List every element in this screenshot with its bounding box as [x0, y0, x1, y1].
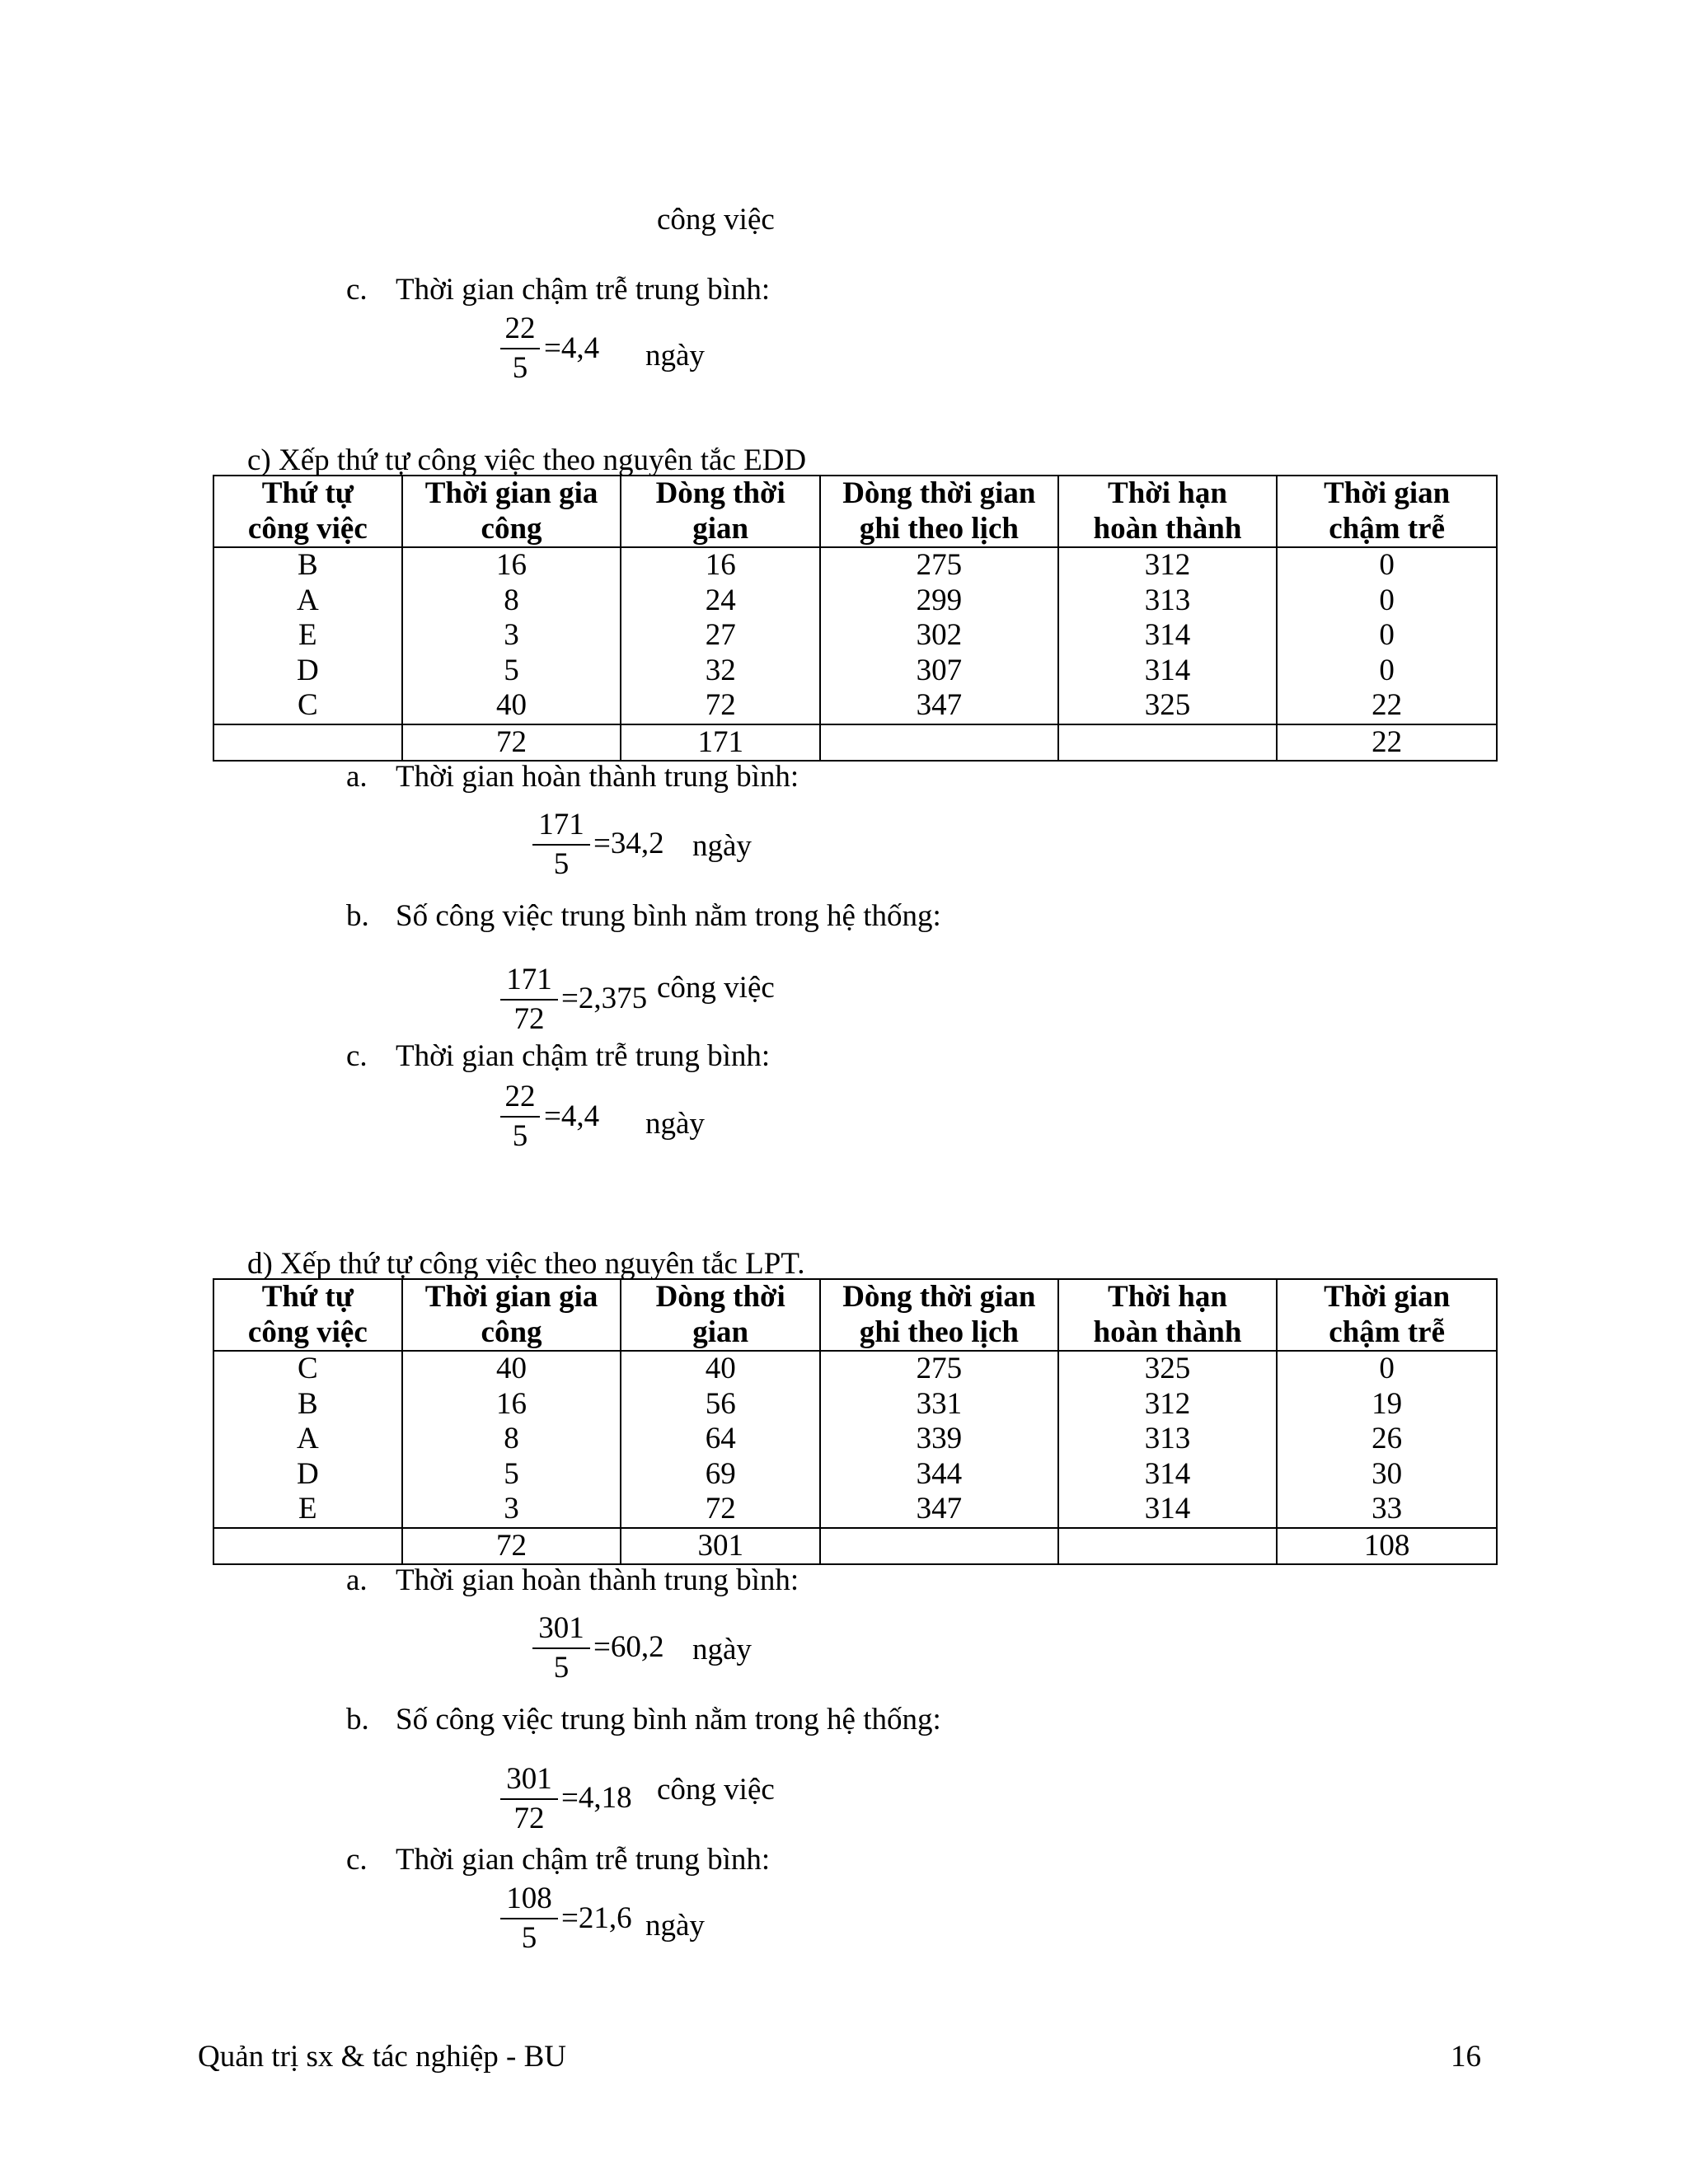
column-header-line: Thời gian	[1324, 476, 1451, 510]
table-cell: B	[213, 547, 402, 583]
table-cell: 26	[1277, 1422, 1497, 1457]
column-header-line: công	[481, 511, 542, 546]
column-header-line: hoàn thành	[1093, 1315, 1242, 1349]
column-header	[820, 476, 1058, 547]
column-header	[820, 1279, 1058, 1351]
table-cell: 0	[1277, 618, 1497, 654]
footer-title: Quản trị sx & tác nghiệp - BU	[198, 2040, 566, 2074]
table-cell: 347	[820, 688, 1058, 724]
table-row	[213, 618, 1497, 654]
table-cell: 347	[820, 1492, 1058, 1528]
table-row	[213, 1492, 1497, 1528]
denominator: 72	[513, 1002, 545, 1036]
section-heading-lpt: d) Xếp thứ tự công việc theo nguyên tắc LPT.	[247, 1247, 805, 1281]
item-text: Thời gian chậm trễ trung bình:	[396, 273, 771, 307]
table-cell: B	[213, 1387, 402, 1422]
item-label: c.	[346, 273, 368, 307]
column-header-line: ghi theo lịch	[859, 511, 1019, 546]
column-header-line: gian	[692, 511, 749, 546]
totals-row	[213, 1528, 1497, 1565]
column-header	[1277, 1279, 1497, 1351]
table-cell: 24	[621, 583, 820, 619]
denominator: 5	[512, 1119, 528, 1153]
fraction-bar	[532, 1647, 590, 1649]
table-cell: 30	[1277, 1457, 1497, 1493]
table-cell: D	[213, 654, 402, 689]
fraction	[532, 1613, 590, 1683]
table-cell: 8	[402, 1422, 621, 1457]
table-cell: 325	[1058, 1351, 1278, 1387]
numerator: 301	[538, 1611, 584, 1645]
total-cell: 171	[621, 724, 820, 762]
column-header	[213, 1279, 402, 1351]
total-cell: 108	[1277, 1528, 1497, 1565]
table-cell: 19	[1277, 1387, 1497, 1422]
column-header-line: hoàn thành	[1093, 511, 1242, 546]
table-cell: 314	[1058, 618, 1278, 654]
table-row	[213, 688, 1497, 724]
item-text: Thời gian chậm trễ trung bình:	[396, 1039, 771, 1073]
column-header-line: Dòng thời	[655, 476, 785, 510]
column-header-line: chậm trễ	[1329, 1315, 1446, 1349]
column-header-line: Dòng thời gian	[842, 1280, 1036, 1314]
table-row	[213, 1351, 1497, 1387]
fraction-result: =4,18	[561, 1781, 632, 1815]
table-cell: 27	[621, 618, 820, 654]
table-cell: 314	[1058, 1457, 1278, 1493]
fraction-unit: ngày	[645, 1909, 705, 1943]
table-header-row	[213, 1279, 1497, 1351]
column-header-line: Thời gian	[1324, 1280, 1451, 1314]
table-cell: 299	[820, 583, 1058, 619]
table-cell: 69	[621, 1457, 820, 1493]
column-header	[402, 1279, 621, 1351]
table-cell: A	[213, 583, 402, 619]
table-cell: 275	[820, 547, 1058, 583]
table-cell: 72	[621, 1492, 820, 1528]
item-label: b.	[346, 899, 369, 933]
table-cell: 33	[1277, 1492, 1497, 1528]
table-cell: E	[213, 618, 402, 654]
fraction-result: =21,6	[561, 1901, 632, 1935]
table-cell: E	[213, 1492, 402, 1528]
fraction-bar	[500, 1918, 558, 1919]
table-cell: 16	[621, 547, 820, 583]
item-text: Thời gian hoàn thành trung bình:	[396, 760, 799, 794]
fraction-bar	[532, 844, 590, 846]
table-cell: C	[213, 688, 402, 724]
table-row	[213, 583, 1497, 619]
column-header	[402, 476, 621, 547]
denominator: 72	[513, 1802, 545, 1835]
fraction	[500, 1764, 558, 1834]
column-header-line: Thời gian gia	[424, 476, 598, 510]
column-header	[1277, 476, 1497, 547]
numerator: 22	[504, 312, 536, 345]
denominator: 5	[553, 847, 570, 881]
column-header-line: Dòng thời	[655, 1280, 785, 1314]
section-heading-edd: c) Xếp thứ tự công việc theo nguyên tắc EDD	[247, 443, 807, 477]
table-cell: 16	[402, 1387, 621, 1422]
table-cell: 40	[621, 1351, 820, 1387]
fraction-bar	[500, 1116, 540, 1118]
numerator: 22	[504, 1080, 536, 1113]
column-header	[213, 476, 402, 547]
total-cell	[820, 724, 1058, 762]
table-cell: 313	[1058, 1422, 1278, 1457]
column-header	[1058, 1279, 1278, 1351]
table-cell: 314	[1058, 654, 1278, 689]
fraction-bar	[500, 999, 558, 1001]
fraction-bar	[500, 348, 540, 349]
column-header-line: công	[481, 1315, 542, 1349]
fraction-bar	[500, 1798, 558, 1800]
fraction-unit: ngày	[692, 1633, 752, 1666]
edd-table	[213, 475, 1498, 762]
table-row	[213, 1387, 1497, 1422]
table-cell: 307	[820, 654, 1058, 689]
column-header-line: Thời hạn	[1108, 476, 1227, 510]
table-cell: 325	[1058, 688, 1278, 724]
lpt-table	[213, 1278, 1498, 1565]
fraction-result: =34,2	[593, 827, 664, 860]
column-header-line: Dòng thời gian	[842, 476, 1036, 510]
fraction-unit: ngày	[692, 829, 752, 863]
table-cell: 64	[621, 1422, 820, 1457]
total-cell	[213, 1528, 402, 1565]
fraction-unit: công việc	[657, 1773, 775, 1807]
unit-text: công việc	[657, 203, 775, 237]
numerator: 108	[506, 1882, 552, 1915]
table-cell: 312	[1058, 547, 1278, 583]
total-cell: 72	[402, 1528, 621, 1565]
fraction	[500, 1081, 540, 1151]
table-cell: 312	[1058, 1387, 1278, 1422]
item-text: Số công việc trung bình nằm trong hệ thống:	[396, 1703, 941, 1736]
numerator: 171	[506, 963, 552, 996]
table-row	[213, 654, 1497, 689]
table-cell: 313	[1058, 583, 1278, 619]
column-header-line: Thời gian gia	[424, 1280, 598, 1314]
numerator: 301	[506, 1762, 552, 1796]
table-cell: 56	[621, 1387, 820, 1422]
total-cell	[1058, 724, 1278, 762]
item-label: a.	[346, 760, 368, 794]
column-header-line: công việc	[247, 1315, 368, 1349]
column-header	[621, 1279, 820, 1351]
fraction-result: =4,4	[544, 1099, 600, 1133]
table-cell: 40	[402, 1351, 621, 1387]
column-header	[1058, 476, 1278, 547]
table-cell: 8	[402, 583, 621, 619]
item-label: c.	[346, 1039, 368, 1073]
table-cell: 3	[402, 618, 621, 654]
item-label: c.	[346, 1843, 368, 1877]
table-cell: 22	[1277, 688, 1497, 724]
table-row	[213, 1422, 1497, 1457]
table-cell: C	[213, 1351, 402, 1387]
item-text: Thời gian chậm trễ trung bình:	[396, 1843, 771, 1877]
table-row	[213, 547, 1497, 583]
table-cell: 40	[402, 688, 621, 724]
total-cell: 22	[1277, 724, 1497, 762]
table-cell: D	[213, 1457, 402, 1493]
fraction-result: =4,4	[544, 331, 600, 365]
table-cell: 302	[820, 618, 1058, 654]
fraction	[500, 313, 540, 383]
total-cell: 301	[621, 1528, 820, 1565]
table-cell: 3	[402, 1492, 621, 1528]
column-header-line: Thời hạn	[1108, 1280, 1227, 1314]
fraction-result: =60,2	[593, 1630, 664, 1664]
table-cell: 16	[402, 547, 621, 583]
total-cell	[213, 724, 402, 762]
item-label: a.	[346, 1563, 368, 1597]
denominator: 5	[512, 351, 528, 385]
item-label: b.	[346, 1703, 369, 1736]
table-cell: 5	[402, 1457, 621, 1493]
page-number: 16	[1451, 2040, 1481, 2074]
table-cell: 314	[1058, 1492, 1278, 1528]
item-text: Thời gian hoàn thành trung bình:	[396, 1563, 799, 1597]
column-header-line: chậm trễ	[1329, 511, 1446, 546]
table-cell: 339	[820, 1422, 1058, 1457]
table-cell: 0	[1277, 583, 1497, 619]
numerator: 171	[538, 808, 584, 841]
fraction	[500, 964, 558, 1034]
denominator: 5	[553, 1651, 570, 1685]
table-cell: A	[213, 1422, 402, 1457]
table-header-row	[213, 476, 1497, 547]
item-text: Số công việc trung bình nằm trong hệ thống:	[396, 899, 941, 933]
table-cell: 0	[1277, 1351, 1497, 1387]
column-header	[621, 476, 820, 547]
column-header-line: Thứ tự	[261, 476, 354, 510]
table-cell: 344	[820, 1457, 1058, 1493]
fraction	[500, 1883, 558, 1953]
total-cell	[820, 1528, 1058, 1565]
denominator: 5	[521, 1921, 537, 1955]
table-cell: 331	[820, 1387, 1058, 1422]
fraction-unit: công việc	[657, 971, 775, 1005]
fraction	[532, 809, 590, 879]
table-cell: 0	[1277, 547, 1497, 583]
table-cell: 32	[621, 654, 820, 689]
total-cell	[1058, 1528, 1278, 1565]
table-cell: 5	[402, 654, 621, 689]
fraction-result: =2,375	[561, 982, 648, 1015]
column-header-line: ghi theo lịch	[859, 1315, 1019, 1349]
table-cell: 0	[1277, 654, 1497, 689]
totals-row	[213, 724, 1497, 762]
table-cell: 72	[621, 688, 820, 724]
fraction-unit: ngày	[645, 1107, 705, 1141]
column-header-line: công việc	[247, 511, 368, 546]
fraction-unit: ngày	[645, 339, 705, 373]
table-row	[213, 1457, 1497, 1493]
total-cell: 72	[402, 724, 621, 762]
column-header-line: Thứ tự	[261, 1280, 354, 1314]
table-cell: 275	[820, 1351, 1058, 1387]
column-header-line: gian	[692, 1315, 749, 1349]
